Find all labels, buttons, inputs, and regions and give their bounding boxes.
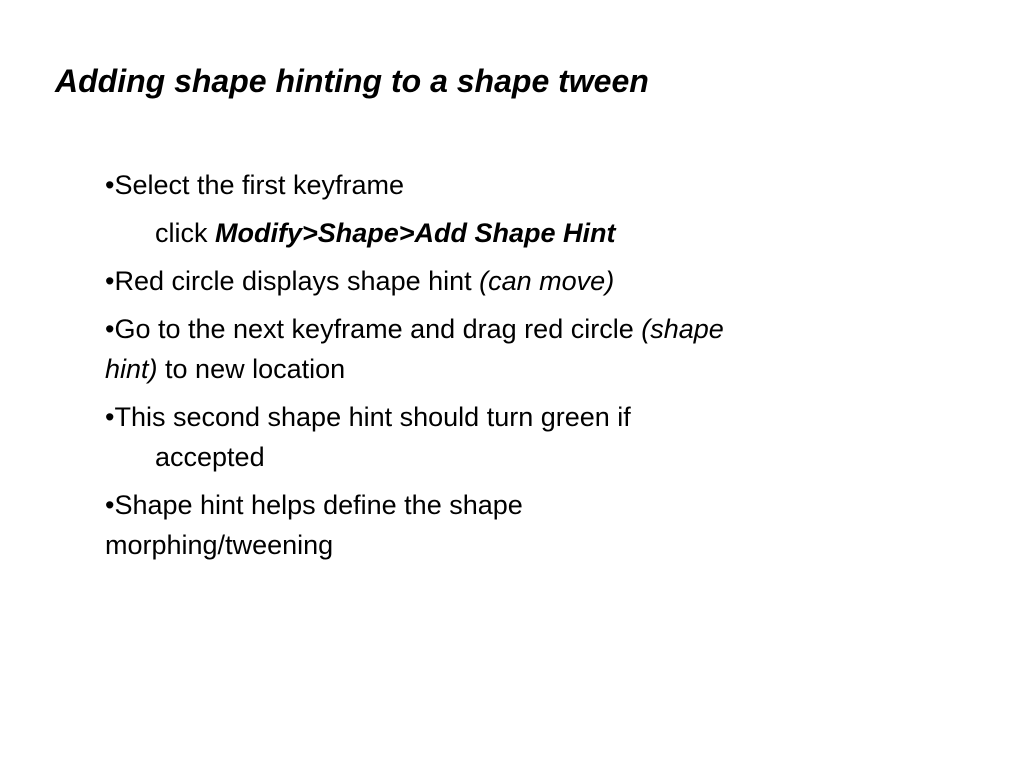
bullet-marker: • <box>105 170 115 200</box>
bullet-marker: • <box>105 402 115 432</box>
bullet-text: Shape hint helps define the shape <box>114 490 523 520</box>
bullet-item-second-hint <box>105 397 905 477</box>
slide-title: Adding shape hinting to a shape tween <box>55 63 649 99</box>
bullet-line-continued <box>105 349 905 389</box>
bullet-text: morphing/tweening <box>105 530 334 560</box>
bullet-italic-note: hint) <box>105 354 158 384</box>
bullet-marker: • <box>105 266 115 296</box>
bullet-text: Red circle displays shape hint <box>114 266 480 296</box>
bullet-item-shape-hint-purpose <box>105 485 905 565</box>
bullet-text: Go to the next keyframe and drag red circle <box>114 314 642 344</box>
menu-command: Modify>Shape>Add Shape Hint <box>215 218 616 248</box>
bullet-italic-note: (shape <box>641 314 724 344</box>
bullet-marker: • <box>105 314 115 344</box>
bullet-item-red-circle <box>105 261 905 301</box>
bullet-item-select-keyframe <box>105 165 905 253</box>
bullet-text: accepted <box>155 442 265 472</box>
bullet-text: to new location <box>157 354 346 384</box>
bullet-line <box>105 397 905 437</box>
bullet-line <box>105 261 905 301</box>
bullet-item-next-keyframe <box>105 309 905 389</box>
click-prefix: click <box>155 218 215 248</box>
bullet-line-continued <box>105 525 905 565</box>
bullet-text: This second shape hint should turn green if <box>114 402 631 432</box>
bullet-line <box>105 485 905 525</box>
bullet-line-continued <box>105 437 905 477</box>
bullet-subline <box>105 213 905 253</box>
bullet-marker: • <box>105 490 115 520</box>
bullet-line <box>105 309 905 349</box>
bullet-list <box>105 165 905 565</box>
bullet-italic-note: (can move) <box>479 266 615 296</box>
bullet-line <box>105 165 905 205</box>
bullet-text: Select the first keyframe <box>114 170 405 200</box>
